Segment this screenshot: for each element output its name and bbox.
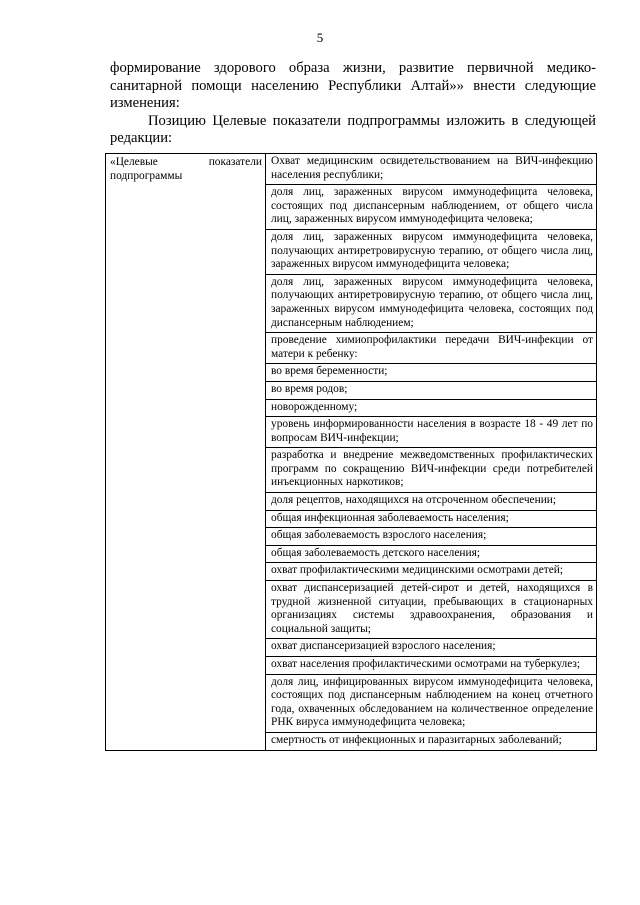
items-cell — [266, 154, 597, 751]
indicator-item: новорожденному; — [266, 400, 596, 418]
indicator-item: доля лиц, зараженных вирусом иммунодефицита человека, получающих антиретровирусную терапию, от общего числа лиц, зараженных вирусом иммунодефицита человека; — [266, 230, 596, 275]
indicator-item: во время беременности; — [266, 364, 596, 382]
table-row — [106, 154, 597, 751]
intro-paragraph-2: Позицию Целевые показатели подпрограммы изложить в следующей редакции: — [110, 112, 596, 146]
label-line — [110, 156, 262, 170]
indicator-item: охват населения профилактическими осмотрами на туберкулез; — [266, 657, 596, 675]
intro-paragraph-1: формирование здорового образа жизни, развитие первичной медико-санитарной помощи населению Республики Алтай»» внести следующие изменения: — [110, 60, 596, 111]
indicator-item: охват профилактическими медицинскими осмотрами детей; — [266, 563, 596, 581]
indicator-item: охват диспансеризацией взрослого населения; — [266, 639, 596, 657]
indicator-item: общая заболеваемость детского населения; — [266, 546, 596, 564]
label-cell — [106, 154, 266, 751]
indicator-item: проведение химиопрофилактики передачи ВИЧ-инфекции от матери к ребенку: — [266, 333, 596, 364]
indicator-item: доля рецептов, находящихся на отсроченном обеспечении; — [266, 493, 596, 511]
indicator-item: Охват медицинским освидетельствованием на ВИЧ-инфекцию населения республики; — [266, 154, 596, 185]
indicator-item: уровень информированности населения в возрасте 18 - 49 лет по вопросам ВИЧ-инфекции; — [266, 417, 596, 448]
indicator-item: охват диспансеризацией детей-сирот и детей, находящихся в трудной жизненной ситуации, пребывающих в стационарных организациях системы здравоохранения, образования и социальной защиты; — [266, 581, 596, 639]
target-indicators-table — [105, 153, 597, 751]
page-number: 5 — [316, 30, 324, 45]
label-word: подпрограммы — [110, 169, 183, 182]
label-word: «Целевые — [110, 156, 158, 168]
indicator-item: смертность от инфекционных и паразитарных заболеваний; — [271, 733, 562, 746]
indicator-item: разработка и внедрение межведомственных профилактических программ по сокращению ВИЧ-инфекции среди потребителей инъекционных наркотиков; — [266, 448, 596, 493]
indicator-item: общая заболеваемость взрослого населения; — [266, 528, 596, 546]
label-word: показатели — [208, 156, 262, 168]
indicator-item: во время родов; — [266, 382, 596, 400]
indicator-item: общая инфекционная заболеваемость населения; — [266, 511, 596, 529]
indicator-item: доля лиц, зараженных вирусом иммунодефицита человека, состоящих под диспансерным наблюдением, от общего числа лиц, зараженных вирусом иммунодефицита человека; — [266, 185, 596, 230]
indicator-item: доля лиц, инфицированных вирусом иммунодефицита человека, состоящих под диспансерным наблюдением на конец отчетного года, охваченных обследованием на количественное определение РНК вируса иммунодефицита человека; — [266, 675, 596, 733]
indicator-item: доля лиц, зараженных вирусом иммунодефицита человека, получающих антиретровирусную терапию, от общего числа лиц, зараженных вирусом иммунодефицита человека, состоящих под диспансерным наблюдением; — [266, 275, 596, 333]
intro-text — [110, 60, 596, 148]
